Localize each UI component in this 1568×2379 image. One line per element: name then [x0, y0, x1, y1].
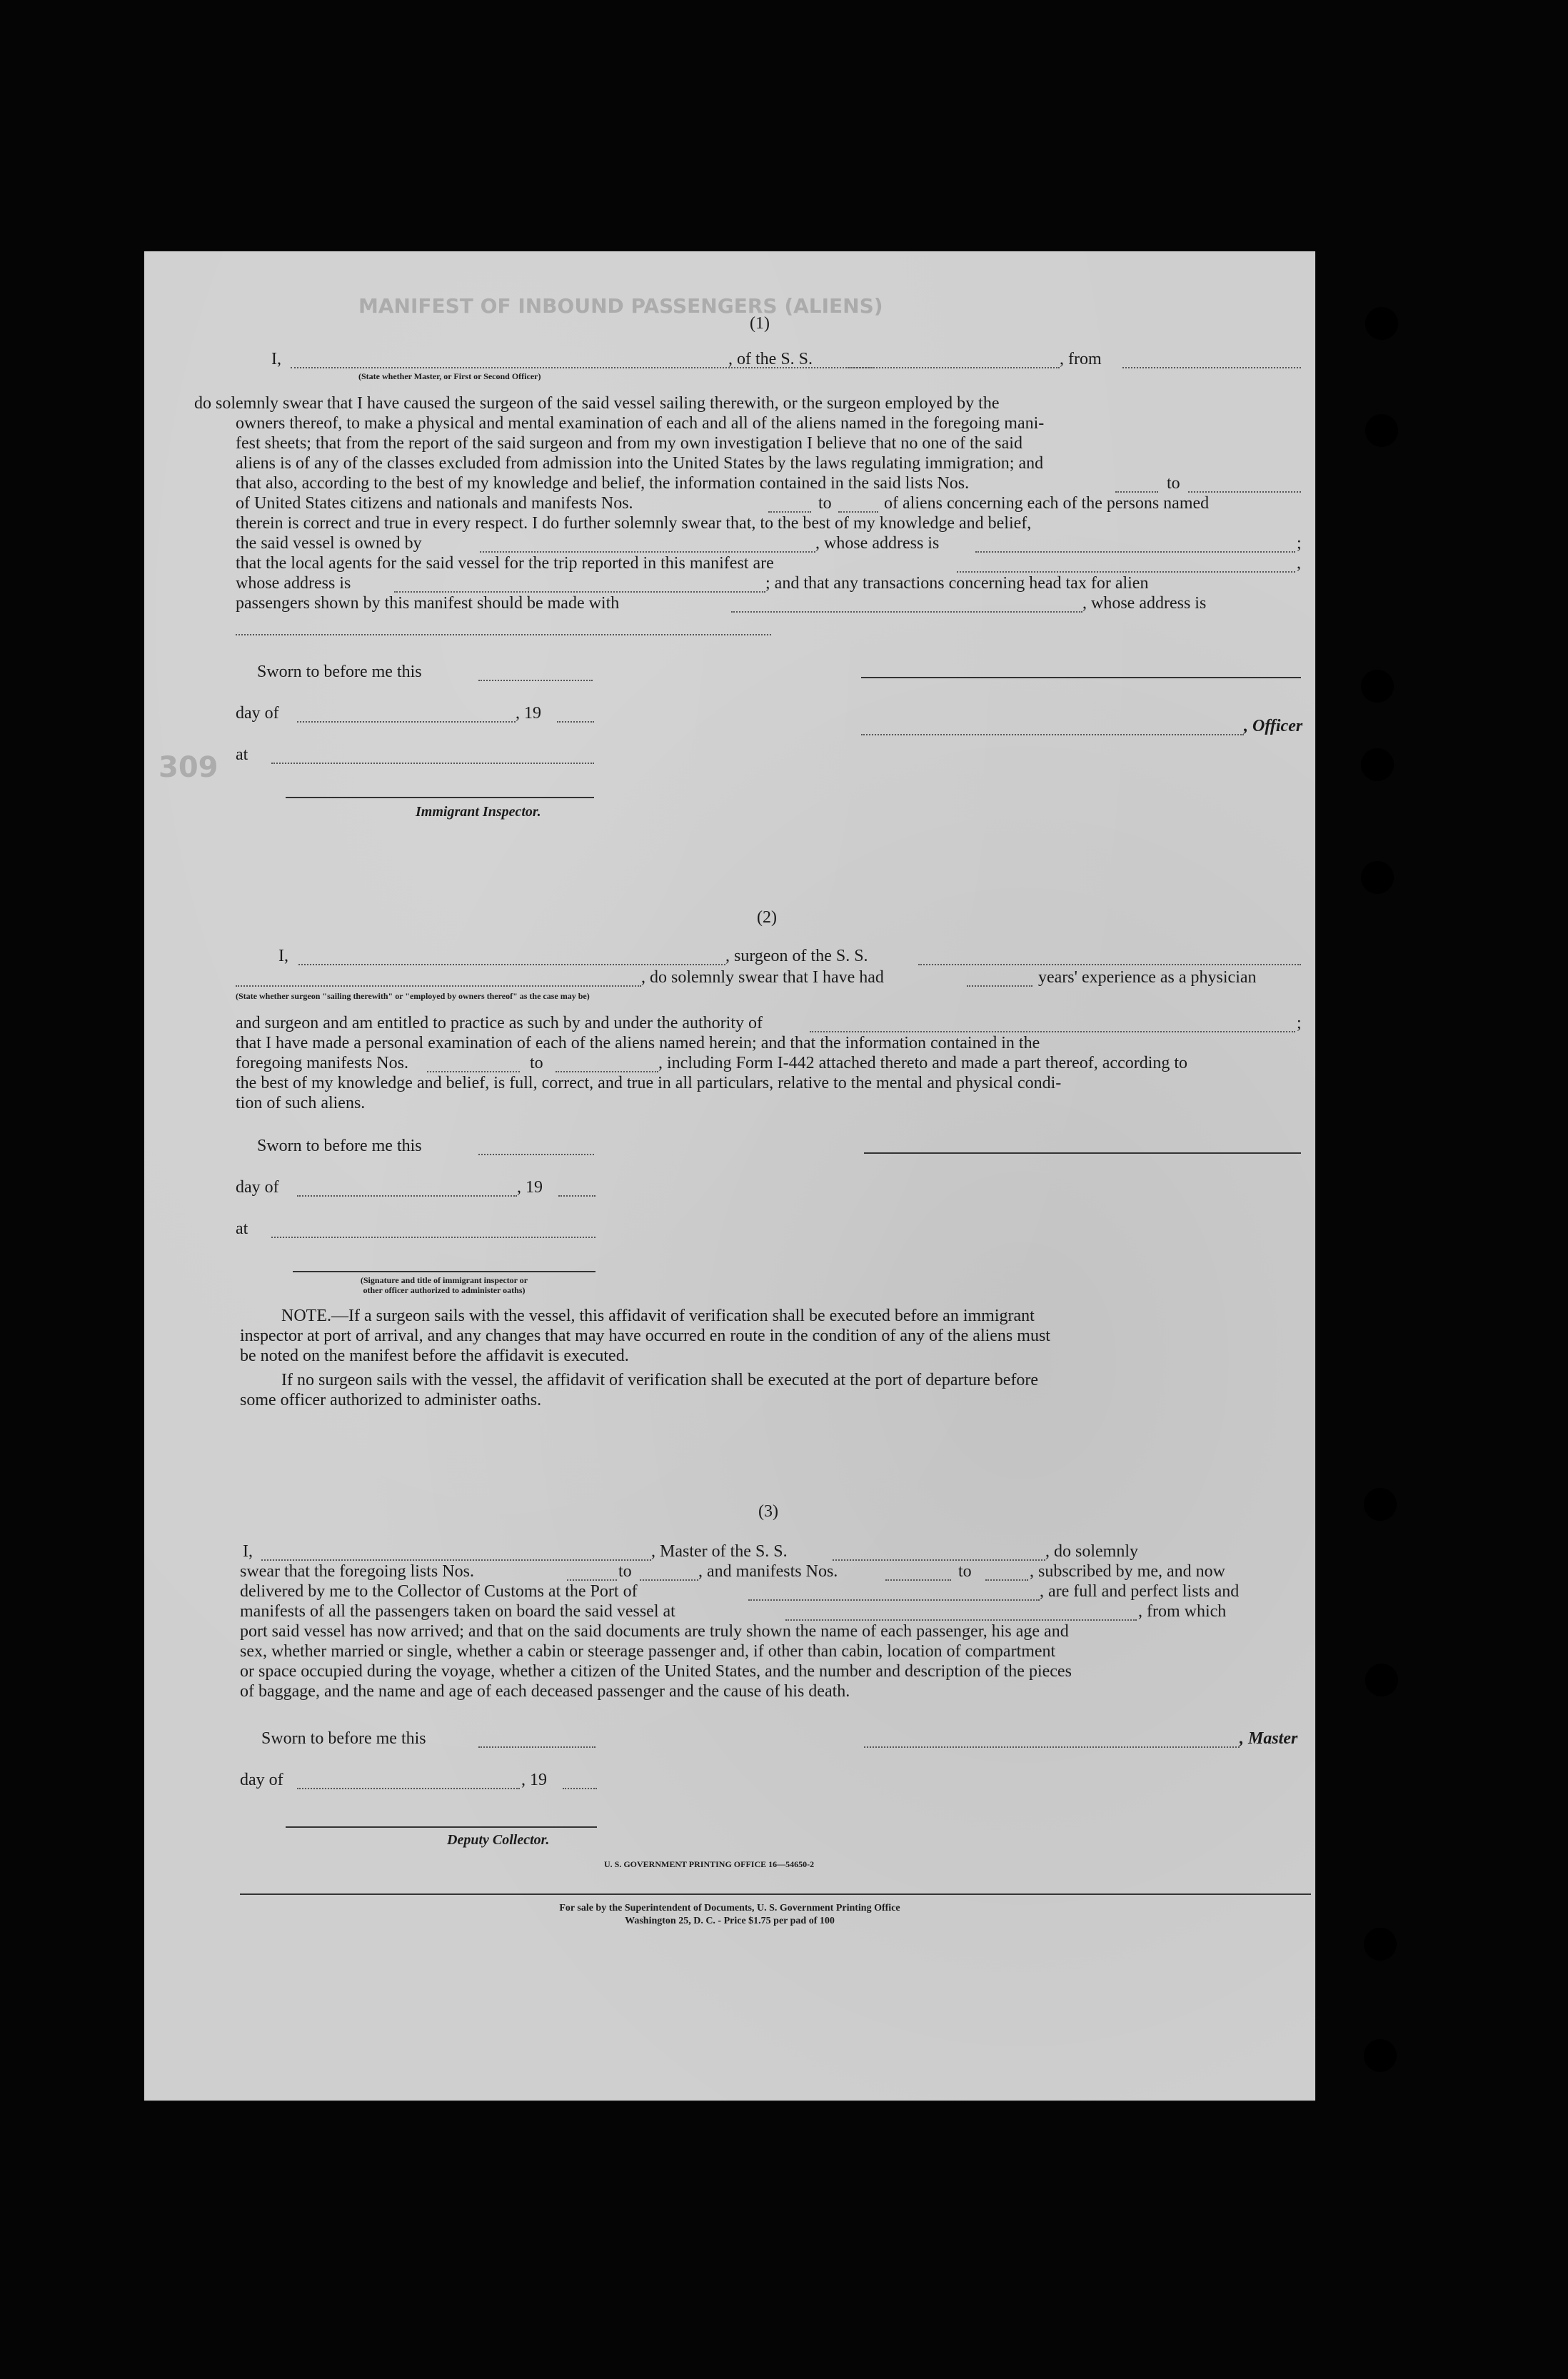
- section-3-vessel-field[interactable]: [833, 1559, 1045, 1561]
- section-1-line-6b: of aliens concerning each of the persons named: [884, 494, 1210, 513]
- section-3-line-4: port said vessel has now arrived; and that on the said documents are truly shown the name of each passenger, his age and: [240, 1622, 1069, 1641]
- section-2-year-field[interactable]: [558, 1195, 595, 1197]
- master-signature-field[interactable]: [864, 1746, 1240, 1748]
- section-1-line-6a: of United States citizens and nationals and manifests Nos.: [236, 494, 633, 513]
- section-1-inspector-signature-line[interactable]: [286, 797, 594, 798]
- years-experience-field[interactable]: [967, 985, 1032, 987]
- section-1-line-7: therein is correct and true in every respect. I do further solemnly swear that, to the best of my knowledge and belief,: [236, 514, 1032, 533]
- section-1-line-3: fest sheets; that from the report of the said surgeon and from my own investigation I believe that no one of the said: [236, 434, 1022, 453]
- departure-port-field[interactable]: [1122, 367, 1301, 368]
- section-1-line-4: aliens is of any of the classes excluded from admission into the United States by the laws regulating immigration; and: [236, 454, 1044, 473]
- section-3-master-of: , Master of the S. S.: [651, 1542, 788, 1561]
- section-1-of-ss: , of the S. S.: [728, 350, 813, 368]
- section-1-line-8c: ;: [1297, 534, 1302, 553]
- section-1-line-11a: passengers shown by this manifest should be made with: [236, 594, 620, 613]
- section-3-line-1c: , subscribed by me, and now: [1030, 1562, 1225, 1581]
- section-3-line-3a: manifests of all the passengers taken on board the said vessel at: [240, 1602, 675, 1621]
- section-1-line-5-to: to: [1167, 474, 1180, 493]
- head-tax-contact-field[interactable]: [731, 611, 1082, 613]
- section-3-line-1b: , and manifests Nos.: [698, 1562, 838, 1581]
- section-1-line-11b: , whose address is: [1082, 594, 1207, 613]
- section-1-sworn: Sworn to before me this: [257, 663, 422, 681]
- note-line-3: be noted on the manifest before the affidavit is executed.: [240, 1347, 629, 1365]
- section-1-year-field[interactable]: [557, 721, 594, 723]
- punch-hole: [1365, 1664, 1398, 1696]
- section-2-line-2: that I have made a personal examination of each of the aliens named herein; and that the information contained in the: [236, 1034, 1040, 1052]
- head-tax-address-field[interactable]: [236, 634, 771, 635]
- section-3-day-of: day of: [240, 1771, 283, 1789]
- owner-address-field[interactable]: [975, 551, 1295, 553]
- punch-hole: [1365, 414, 1398, 447]
- section-1-line-8b: , whose address is: [815, 534, 940, 553]
- officer-title-field[interactable]: [861, 734, 1244, 735]
- punch-hole: [1361, 861, 1394, 894]
- section-1-line-9-end: ,: [1297, 554, 1301, 573]
- section-3-number: (3): [758, 1502, 778, 1521]
- punch-hole: [1365, 307, 1398, 340]
- footer-line-2: Washington 25, D. C. - Price $1.75 per pad of 100: [625, 1916, 835, 1926]
- footer-line-1: For sale by the Superintendent of Documents, U. S. Government Printing Office: [559, 1903, 900, 1913]
- section-2-years: years' experience as a physician: [1038, 968, 1257, 987]
- section-3-sworn-date-field[interactable]: [478, 1746, 595, 1748]
- section-1-day-of: day of: [236, 704, 279, 723]
- section-2-line-4: the best of my knowledge and belief, is full, correct, and true in all particulars, relative to the mental and physical condi-: [236, 1074, 1062, 1092]
- section-1-at: at: [236, 745, 248, 764]
- section-1-state-caption: (State whether Master, or First or Second Officer): [358, 371, 541, 381]
- arrival-port-field[interactable]: [748, 1599, 1040, 1601]
- section-2-place-field[interactable]: [271, 1237, 595, 1238]
- section-2-vessel-field[interactable]: [918, 964, 1301, 965]
- section-1-line-1: do solemnly swear that I have caused the surgeon of the said vessel sailing therewith, or the surgeon employed by the: [194, 394, 1000, 413]
- section-3-line-5: sex, whether married or single, whether a cabin or steerage passenger and, if other than cabin, location of compartment: [240, 1642, 1056, 1661]
- section-1-place-field[interactable]: [271, 763, 594, 764]
- section-2-at: at: [236, 1219, 248, 1238]
- section-3-manifest-to-field[interactable]: [985, 1579, 1028, 1581]
- section-3-line-3b: , from which: [1138, 1602, 1227, 1621]
- section-3-line-2b: , are full and perfect lists and: [1040, 1582, 1240, 1601]
- section-1-inspector-label: Immigrant Inspector.: [416, 804, 541, 820]
- section-1-line-10a: whose address is: [236, 574, 351, 593]
- section-2-state-caption: (State whether surgeon "sailing therewith" or "employed by owners thereof" as the case may be): [236, 991, 590, 1001]
- note-line-2: inspector at port of arrival, and any changes that may have occurred en route in the condition of any of the aliens must: [240, 1327, 1050, 1345]
- section-2-year: , 19: [517, 1178, 543, 1197]
- punch-hole: [1361, 748, 1394, 781]
- section-3-line-1-to: to: [618, 1562, 632, 1581]
- printing-office-imprint: U. S. GOVERNMENT PRINTING OFFICE 16—54650-2: [604, 1859, 815, 1869]
- section-1-line-2: owners thereof, to make a physical and mental examination of each and all of the aliens named in the foregoing mani-: [236, 414, 1045, 433]
- section-3-year-field[interactable]: [563, 1788, 597, 1789]
- section-1-number: (1): [750, 314, 770, 333]
- surgeon-status-field[interactable]: [236, 985, 641, 987]
- section-2-surgeon-of: , surgeon of the S. S.: [725, 947, 868, 965]
- section-2-inspector-signature-line[interactable]: [293, 1271, 595, 1272]
- section-3-master-label: , Master: [1240, 1729, 1298, 1748]
- section-2-number: (2): [757, 908, 777, 927]
- section-1-line-10b: ; and that any transactions concerning head tax for alien: [765, 574, 1149, 593]
- manifest-page: [144, 251, 1315, 2101]
- note-line-5: some officer authorized to administer oaths.: [240, 1391, 542, 1409]
- section-1-officer-label: , Officer: [1244, 717, 1303, 735]
- section-3-manifest-from-field[interactable]: [885, 1579, 951, 1581]
- section-2-signature-line[interactable]: [864, 1152, 1301, 1154]
- punch-hole: [1364, 1488, 1397, 1521]
- section-1-i: I,: [271, 350, 281, 368]
- show-through-mark: MANIFEST OF INBOUND PASSENGERS (ALIENS): [358, 294, 883, 318]
- vessel-name-field[interactable]: [845, 367, 1060, 368]
- section-3-line-2a: delivered by me to the Collector of Customs at the Port of: [240, 1582, 638, 1601]
- section-2-line-1: and surgeon and am entitled to practice as such by and under the authority of: [236, 1014, 763, 1032]
- deputy-collector-signature-line[interactable]: [286, 1826, 597, 1828]
- section-2-sig-caption-1: (Signature and title of immigrant inspector or: [360, 1275, 528, 1285]
- section-2-month-field[interactable]: [297, 1195, 517, 1197]
- section-3-list-to-field[interactable]: [640, 1579, 698, 1581]
- section-2-line-3a: foregoing manifests Nos.: [236, 1054, 408, 1072]
- section-2-line-3b: , including Form I-442 attached thereto and made a part thereof, according to: [658, 1054, 1188, 1072]
- section-1-signature-line[interactable]: [861, 677, 1301, 678]
- note-line-1: NOTE.—If a surgeon sails with the vessel, this affidavit of verification shall be executed before an immigrant: [281, 1307, 1035, 1325]
- section-3-sworn: Sworn to before me this: [261, 1729, 426, 1748]
- section-2-line-5: tion of such aliens.: [236, 1094, 366, 1112]
- section-1-year: , 19: [516, 704, 541, 723]
- section-2-sworn: Sworn to before me this: [257, 1137, 422, 1155]
- section-2-sig-caption-2: other officer authorized to administer oaths): [363, 1285, 526, 1295]
- section-2-day-of: day of: [236, 1178, 279, 1197]
- punch-hole: [1361, 670, 1394, 703]
- section-2-line-3-to: to: [530, 1054, 543, 1072]
- section-3-i: I,: [243, 1542, 253, 1561]
- section-1-from: , from: [1060, 350, 1102, 368]
- section-3-year: , 19: [521, 1771, 547, 1789]
- section-2-swear: , do solemnly swear that I have had: [641, 968, 884, 987]
- section-3-line-1-to-2: to: [958, 1562, 972, 1581]
- section-3-line-7: of baggage, and the name and age of each deceased passenger and the cause of his death.: [240, 1682, 850, 1701]
- section-1-month-field[interactable]: [297, 721, 516, 723]
- section-1-line-8a: the said vessel is owned by: [236, 534, 422, 553]
- section-3-line-6: or space occupied during the voyage, whether a citizen of the United States, and the number and description of the pieces: [240, 1662, 1072, 1681]
- section-3-line-1a: swear that the foregoing lists Nos.: [240, 1562, 474, 1581]
- punch-hole: [1364, 2039, 1397, 2072]
- section-2-line-1-end: ;: [1297, 1014, 1302, 1032]
- section-3-month-field[interactable]: [297, 1788, 520, 1789]
- section-3-do-solemnly: , do solemnly: [1045, 1542, 1138, 1561]
- section-1-line-6-to: to: [818, 494, 832, 513]
- section-2-i: I,: [278, 947, 288, 965]
- section-1-line-9: that the local agents for the said vessel for the trip reported in this manifest are: [236, 554, 774, 573]
- section-1-line-5: that also, according to the best of my knowledge and belief, the information contained in the said lists Nos.: [236, 474, 970, 493]
- punch-hole: [1364, 1928, 1397, 1961]
- section-2-sworn-date-field[interactable]: [478, 1154, 594, 1155]
- footer-divider: [240, 1893, 1311, 1895]
- section-3-deputy-label: Deputy Collector.: [447, 1832, 550, 1848]
- surgeon-name-field[interactable]: [298, 964, 725, 965]
- section-1-sworn-date-field[interactable]: [478, 680, 593, 681]
- show-through-mark: 309: [159, 751, 218, 784]
- note-line-4: If no surgeon sails with the vessel, the affidavit of verification shall be executed at the port of departure before: [281, 1371, 1039, 1389]
